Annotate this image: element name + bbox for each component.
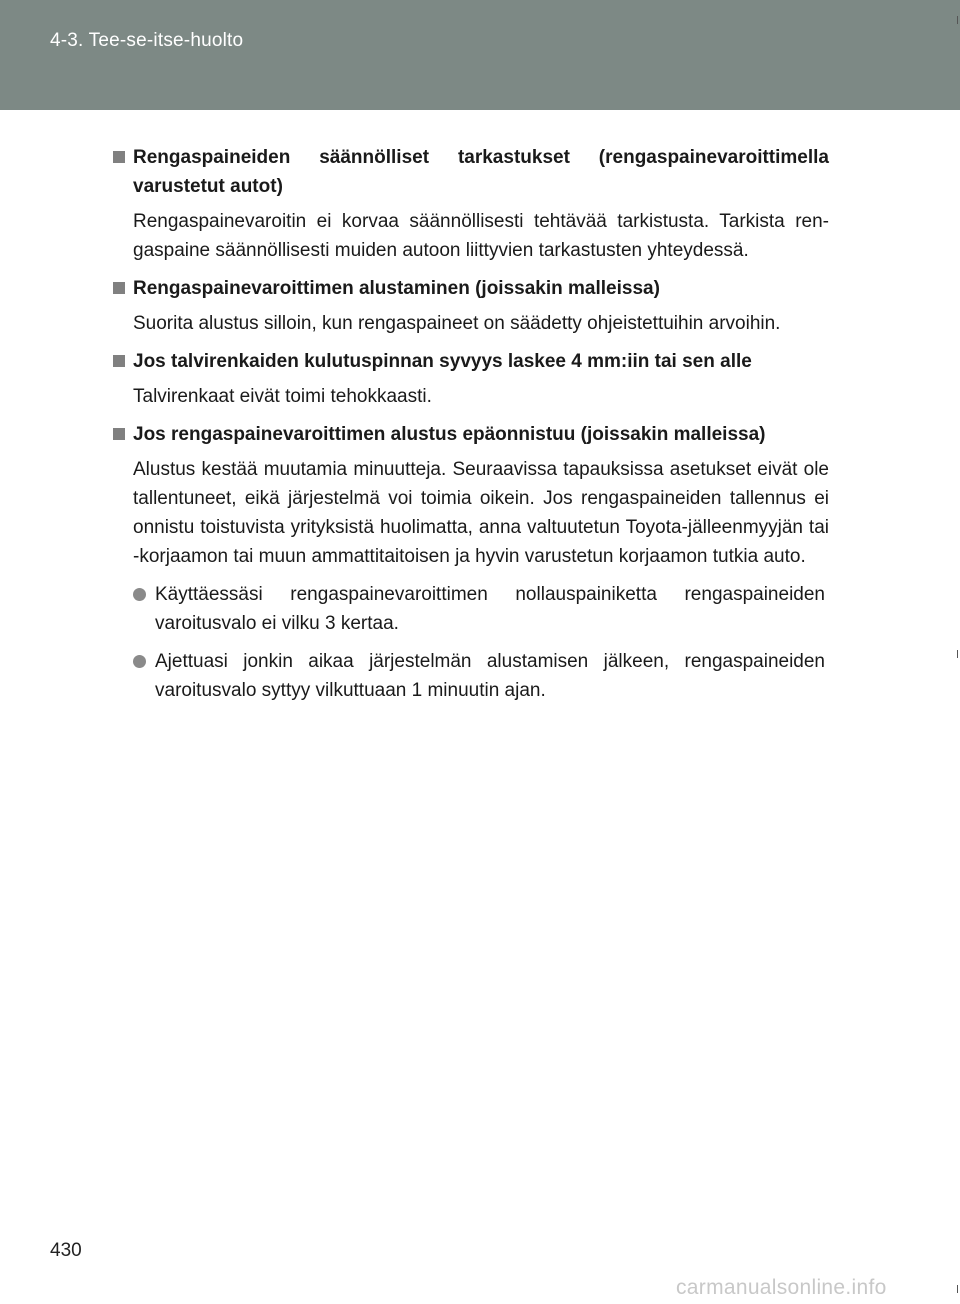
section-heading-text: Jos talvirenkaiden kulutuspinnan syvyys laskee 4 mm:iin tai sen alle bbox=[133, 351, 752, 372]
list-item bbox=[133, 580, 829, 638]
list-item-text: Käyttäessäsi rengaspainevaroittimen nollauspainiketta rengaspaineiden varoitusvalo ei vilku 3 kertaa. bbox=[155, 584, 825, 634]
section-block bbox=[113, 420, 829, 705]
section-title: 4-3. Tee-se-itse-huolto bbox=[50, 30, 244, 51]
page-number: 430 bbox=[50, 1240, 82, 1261]
section-heading-text: Rengaspainevaroittimen alustaminen (joissakin malleissa) bbox=[133, 278, 660, 299]
section-heading-text: Rengaspaineiden säännölliset tarkastukset (rengaspainevaroittimella varustetut autot) bbox=[133, 147, 829, 197]
list-item-text: Ajettuasi jonkin aikaa järjestelmän alustamisen jälkeen, rengaspaineiden varoitusvalo syttyy vilkuttuaan 1 minuutin ajan. bbox=[155, 651, 825, 701]
round-bullet-icon bbox=[133, 655, 146, 668]
section-heading bbox=[113, 143, 829, 201]
crop-mark-middle bbox=[957, 650, 958, 658]
square-bullet-icon bbox=[113, 355, 125, 367]
section-heading bbox=[113, 420, 829, 449]
main-content bbox=[113, 143, 829, 714]
section-paragraph: Suorita alustus silloin, kun rengaspaineet on säädetty ohjeistettuihin arvoihin. bbox=[133, 313, 781, 334]
crop-mark-top bbox=[957, 16, 958, 24]
section-heading-text: Jos rengaspainevaroittimen alustus epäonnistuu (joissakin malleissa) bbox=[133, 424, 766, 445]
square-bullet-icon bbox=[113, 428, 125, 440]
section-paragraph: Alustus kestää muutamia minuutteja. Seuraavissa tapauksissa asetukset eivät ole tallentuneet, eikä järjestelmä voi toimia oikein. Jos rengaspaineiden tallennus ei onnistu toistuvista yrityksistä huolimatta, anna valtuutetun Toyota-jälleenmyyjän tai -korjaamon tai muun ammattitaitoisen ja hyvin varustetun korjaamon tutkia auto. bbox=[133, 459, 829, 567]
round-bullet-icon bbox=[133, 588, 146, 601]
watermark[interactable]: carmanualsonline.info bbox=[676, 1276, 887, 1299]
section-paragraph: Talvirenkaat eivät toimi tehokkaasti. bbox=[133, 386, 432, 407]
section-heading bbox=[113, 274, 829, 303]
section-block bbox=[113, 347, 829, 411]
section-block bbox=[113, 143, 829, 265]
section-block bbox=[113, 274, 829, 338]
crop-mark-bottom bbox=[957, 1285, 958, 1293]
section-paragraph: Rengaspainevaroitin ei korvaa säännöllisesti tehtävää tarkistusta. Tarkista ren-gaspaine säännöllisesti muiden autoon liittyvien tarkastusten yhteydessä. bbox=[133, 211, 829, 261]
section-heading bbox=[113, 347, 829, 376]
square-bullet-icon bbox=[113, 151, 125, 163]
square-bullet-icon bbox=[113, 282, 125, 294]
header-band bbox=[0, 0, 960, 110]
list-item bbox=[133, 647, 829, 705]
